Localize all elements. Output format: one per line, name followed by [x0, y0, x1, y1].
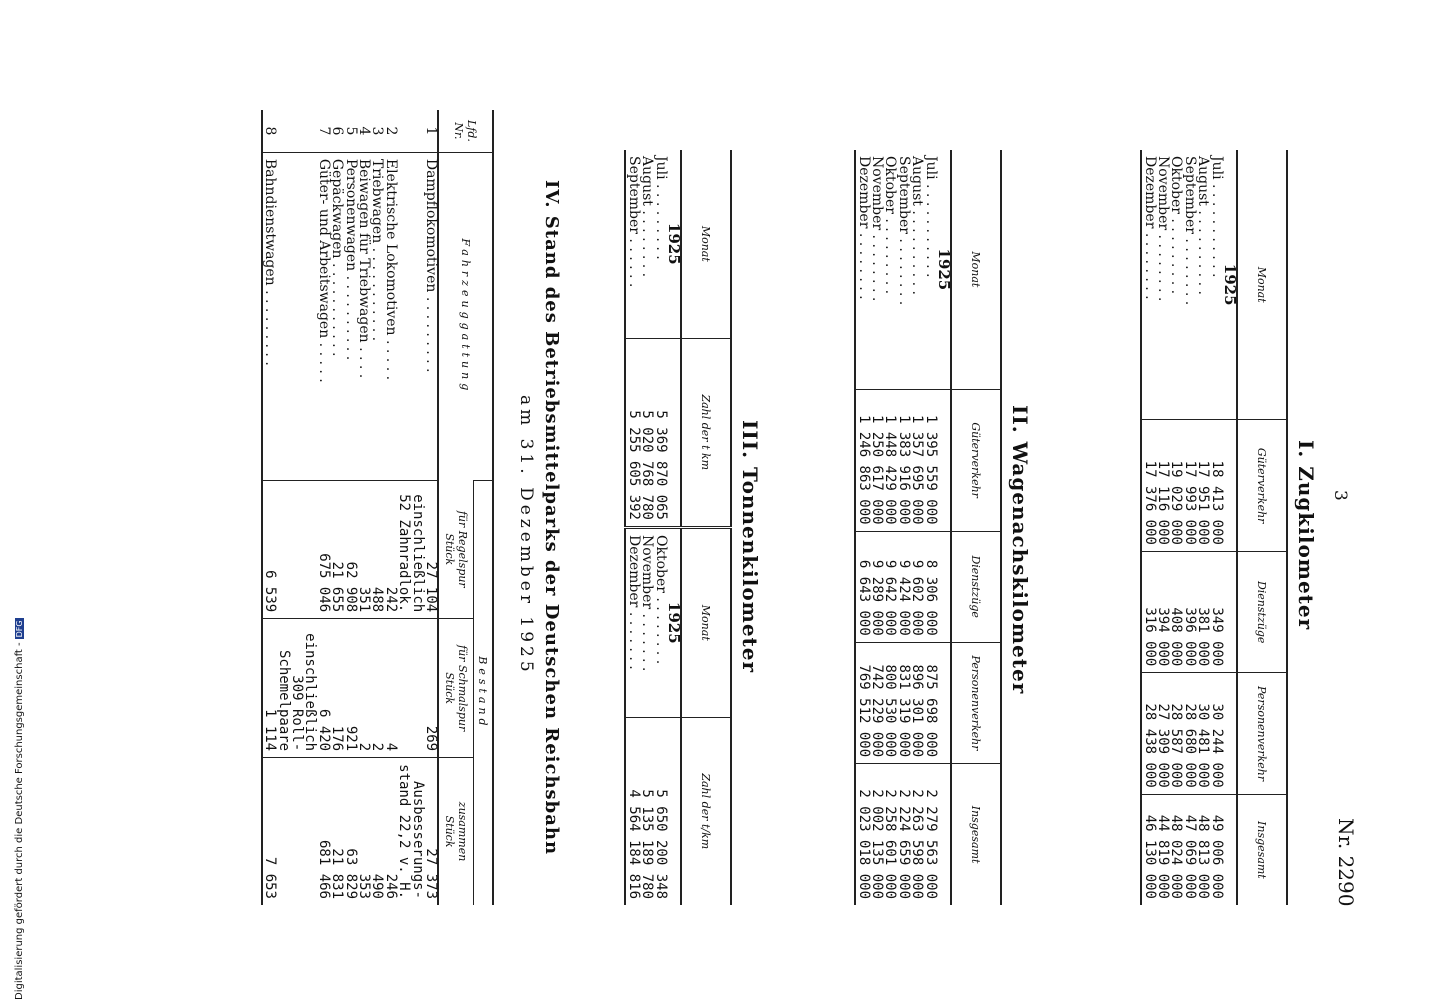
value-cell: 1 357 695 000: [910, 389, 923, 531]
value-cell: 896 301 000: [910, 642, 923, 763]
regelspur-cell: 62 908: [343, 480, 356, 618]
dfg-logo: DFG: [15, 620, 24, 638]
section-4-title: IV. Stand des Betriebsmittelparks der Deutschen Reichsbahn: [541, 180, 562, 856]
col-header: Monat: [951, 150, 1001, 389]
row-number-cell: 3: [369, 126, 386, 136]
vehicle-type-cell: Beiwagen für Triebwagen . . . .: [357, 152, 370, 480]
vehicle-type-cell: Triebwagen . . . . . . . . . . .: [370, 152, 383, 480]
value-cell: 1 246 863 000: [855, 389, 869, 531]
vehicle-type-cell: Dampflokomotiven . . . . . . . . .: [397, 152, 438, 480]
month-cell: November . . . . . . . .: [1154, 156, 1171, 302]
col-header: Zahl der t/km: [681, 717, 731, 905]
value-cell: 408 000: [1169, 551, 1182, 672]
value-cell: 28 438 000: [1141, 673, 1155, 794]
zusammen-cell: 21 831: [330, 758, 343, 905]
vehicle-type-cell: Güter- und Arbeitswagen . . . . .: [276, 152, 330, 480]
value-cell: 46 130 000: [1141, 794, 1155, 905]
table-betriebsmittelpark: [261, 110, 494, 905]
table-row: [262, 110, 276, 905]
value-cell: 30 481 000: [1196, 673, 1209, 794]
row-number-cell: 5: [342, 126, 359, 136]
value-cell: 9 289 000: [870, 531, 883, 642]
value-cell: 18 413 000: [1209, 420, 1222, 552]
table-row: [357, 110, 370, 905]
table-row: [330, 110, 343, 905]
unit-label: Stück: [443, 815, 456, 848]
value-cell: 2 258 601 000: [883, 764, 896, 905]
value-cell: 17 951 000: [1196, 420, 1209, 552]
month-cell: Oktober . . . . . . . . .: [882, 156, 899, 295]
month-cell: Juli . . . . . . . . . . .: [922, 156, 939, 278]
regelspur-cell: 488: [370, 480, 383, 618]
month-cell: Oktober . . . . . . . . .: [1168, 156, 1185, 295]
col-header: Monat: [1237, 150, 1287, 420]
value-cell: 8 306 000: [923, 531, 936, 642]
value-cell: 17 116 000: [1156, 420, 1169, 552]
value-cell: 44 819 000: [1156, 794, 1169, 905]
value-cell: 9 602 000: [910, 531, 923, 642]
value-cell: 48 024 000: [1169, 794, 1182, 905]
value-cell: 316 000: [1141, 551, 1155, 672]
col-header: Dienstzüge: [1237, 551, 1287, 672]
schmalspur-cell: 1 114: [262, 619, 276, 758]
month-cell: Dezember . . . . . . .: [625, 527, 639, 717]
value-cell: 396 000: [1182, 551, 1195, 672]
row-number-cell: 8: [262, 126, 279, 136]
value-cell: 27 309 000: [1156, 673, 1169, 794]
zusammen-cell: 490: [370, 758, 383, 905]
schmalspur-cell: 2: [357, 619, 370, 758]
schmalspur-cell: 6 420 einschließlich 309 Roll- Schemelpaare: [276, 619, 330, 758]
vehicle-type-cell: Gepäckwagen . . . . . . . . . . .: [330, 152, 343, 480]
value-cell: 5 650 200 348: [653, 717, 666, 905]
value-cell: 5 369 870 065: [653, 338, 666, 527]
value-cell: 5 020 768 780: [640, 338, 653, 527]
document-number: Nr. 2290: [1334, 818, 1358, 907]
regelspur-cell: 21 655: [330, 480, 343, 618]
value-cell: 9 642 000: [883, 531, 896, 642]
credit-text: Digitalisierung gefördert durch die Deutsche Forschungsgemeinschaft -: [14, 642, 25, 1000]
value-cell: 30 244 000: [1209, 673, 1222, 794]
year-label: 1925: [1221, 263, 1239, 306]
schmalspur-cell: 176: [330, 619, 343, 758]
unit-label: Stück: [443, 672, 456, 705]
schmalspur-cell: 269: [397, 619, 438, 758]
value-cell: 48 813 000: [1196, 794, 1209, 905]
zusammen-cell: 27 373 Ausbesserungs- stand 22,2 v. H.: [397, 758, 438, 905]
month-cell: November . . . . . . .: [640, 527, 653, 717]
row-number-cell: 7: [315, 126, 332, 136]
value-cell: 2 023 018 000: [855, 764, 869, 905]
col-header-kind: Fahrzeuggattung: [438, 152, 493, 480]
table-row: [383, 110, 396, 905]
month-cell: Oktober . . . . . . . .: [653, 527, 666, 717]
col-header: Monat: [681, 150, 731, 338]
month-cell: Juli . . . . . . . . . . .: [1208, 156, 1225, 278]
vehicle-type-cell: Personenwagen . . . . . . . . . .: [343, 152, 356, 480]
col-header: Zahl der t km: [681, 338, 731, 527]
row-number-cell: 2: [382, 126, 399, 136]
year-label: 1925: [935, 248, 953, 291]
value-cell: 1 448 429 000: [883, 389, 896, 531]
col-header: Insgesamt: [951, 764, 1001, 905]
schmal-label: für Schmalspur: [456, 645, 469, 732]
year-label: 1925: [667, 527, 681, 717]
value-cell: 4 564 184 816: [625, 717, 639, 905]
col-header: Insgesamt: [1237, 794, 1287, 905]
table-zugkilometer: [1140, 150, 1288, 905]
regelspur-cell: 6 539: [262, 480, 276, 618]
value-cell: 381 000: [1196, 551, 1209, 672]
month-cell: September . . . . . . . .: [1181, 156, 1198, 306]
value-cell: 28 587 000: [1169, 673, 1182, 794]
page-number: 3: [1330, 490, 1350, 501]
month-cell: September . . . . . . . .: [895, 156, 912, 306]
section-1-title: I. Zugkilometer: [1294, 440, 1318, 631]
vehicle-type-cell: Bahndienstwagen . . . . . . . . .: [262, 152, 276, 480]
value-cell: 2 224 659 000: [896, 764, 909, 905]
value-cell: 49 006 000: [1209, 794, 1222, 905]
value-cell: 5 255 605 392: [625, 338, 639, 527]
month-cell: August . . . . . . . . . .: [1195, 156, 1212, 295]
table-row: [276, 110, 330, 905]
value-cell: 394 000: [1156, 551, 1169, 672]
value-cell: 17 376 000: [1141, 420, 1155, 552]
table-row: [397, 110, 438, 905]
table-tonnenkilometer: [624, 150, 732, 905]
row-number-cell: 4: [355, 126, 372, 136]
value-cell: 349 000: [1209, 551, 1222, 672]
table-row: [343, 110, 356, 905]
month-cell: Juli . . . . . . . . .: [652, 156, 669, 260]
zus-label: zusammen: [456, 801, 469, 862]
value-cell: 742 229 000: [870, 642, 883, 763]
year-label: 1925: [665, 222, 683, 265]
col-header: Personenverkehr: [1237, 673, 1287, 794]
month-cell: August . . . . . . . . . .: [909, 156, 926, 295]
section-4-subtitle: am 31. Dezember 1925: [516, 395, 536, 676]
col-header-schmal: [438, 619, 474, 758]
month-cell: August . . . . . . . .: [639, 156, 656, 278]
value-cell: 2 263 598 000: [910, 764, 923, 905]
month-cell: Dezember . . . . . . . .: [1141, 156, 1158, 300]
row-number-cell: 6: [329, 126, 346, 136]
zusammen-cell: 63 829: [343, 758, 356, 905]
table-wagenachskilometer: [854, 150, 1002, 905]
col-header: Güterverkehr: [1237, 420, 1287, 552]
col-header-bestand: Bestand: [474, 480, 494, 905]
value-cell: 875 698 000: [923, 642, 936, 763]
zusammen-cell: 246: [383, 758, 396, 905]
month-cell: September . . . . . .: [625, 156, 642, 288]
zusammen-cell: 681 466: [276, 758, 330, 905]
value-cell: 800 530 000: [883, 642, 896, 763]
regelspur-cell: 351: [357, 480, 370, 618]
value-cell: 6 643 000: [855, 531, 869, 642]
regelspur-cell: 242: [383, 480, 396, 618]
schmalspur-cell: 4: [383, 619, 396, 758]
value-cell: 2 279 563 000: [923, 764, 936, 905]
value-cell: 5 135 189 780: [640, 717, 653, 905]
col-header: Monat: [681, 527, 731, 717]
col-header-zus: [438, 758, 474, 905]
value-cell: 831 319 000: [896, 642, 909, 763]
schmalspur-cell: 2: [370, 619, 383, 758]
unit-label: Stück: [443, 533, 456, 566]
vehicle-type-cell: Elektrische Lokomotiven . . . . .: [383, 152, 396, 480]
zusammen-cell: 353: [357, 758, 370, 905]
value-cell: 1 250 617 000: [870, 389, 883, 531]
col-header: Personenverkehr: [951, 642, 1001, 763]
month-cell: Dezember . . . . . . . .: [855, 156, 872, 300]
regel-label: für Regelspur: [456, 510, 469, 588]
value-cell: 1 395 559 000: [923, 389, 936, 531]
table-body: [262, 110, 438, 905]
section-2-title: II. Wagenachskilometer: [1008, 405, 1032, 695]
value-cell: 19 029 000: [1169, 420, 1182, 552]
value-cell: 17 993 000: [1182, 420, 1195, 552]
month-cell: November . . . . . . . .: [868, 156, 885, 302]
value-cell: 769 512 000: [855, 642, 869, 763]
value-cell: 2 002 135 000: [870, 764, 883, 905]
col-header: Dienstzüge: [951, 531, 1001, 642]
table-row: [370, 110, 383, 905]
zusammen-cell: 7 653: [262, 758, 276, 905]
regelspur-cell: 675 046: [276, 480, 330, 618]
digitization-credit: [14, 618, 25, 1000]
col-header-nr: Lfd. Nr.: [438, 110, 493, 152]
regelspur-cell: 27 104 einschließlich 52 Zahnradlok.: [397, 480, 438, 618]
value-cell: 1 383 916 000: [896, 389, 909, 531]
row-number-cell: 1: [423, 126, 439, 136]
value-cell: 28 680 000: [1182, 673, 1195, 794]
value-cell: 47 069 000: [1182, 794, 1195, 905]
schmalspur-cell: 921: [343, 619, 356, 758]
col-header-regel: [438, 480, 474, 618]
col-header: Güterverkehr: [951, 389, 1001, 531]
value-cell: 9 424 000: [896, 531, 909, 642]
section-3-title: III. Tonnenkilometer: [738, 420, 762, 674]
